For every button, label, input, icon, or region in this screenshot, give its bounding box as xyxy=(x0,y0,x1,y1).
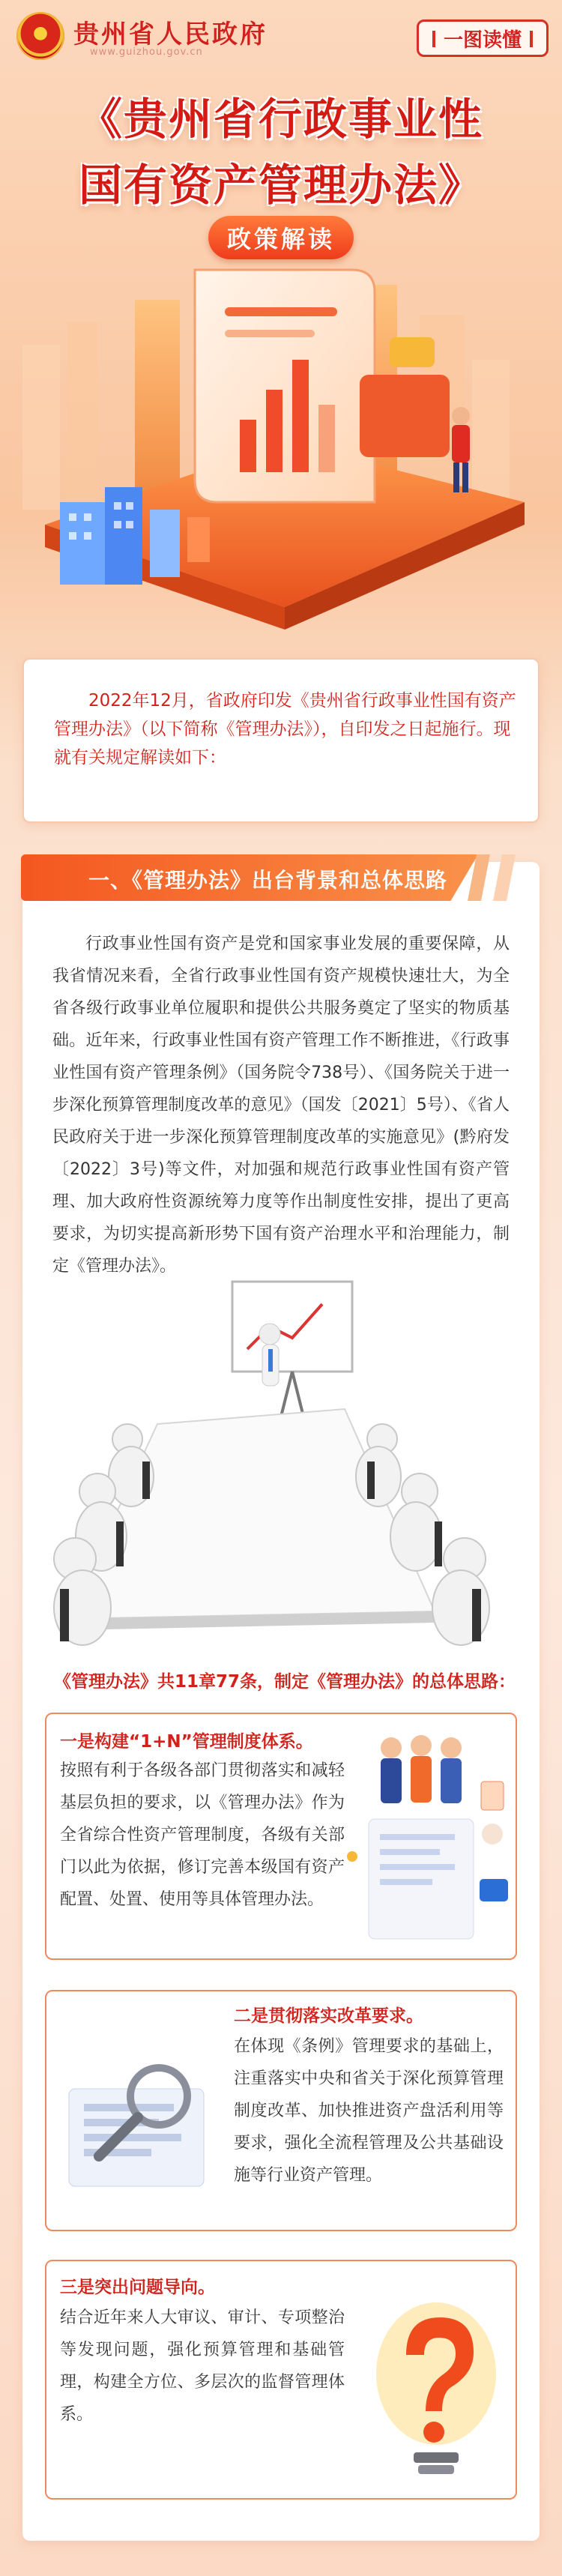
site-url[interactable]: www.guizhou.gov.cn xyxy=(90,46,203,58)
section-heading: 一、《管理办法》出台背景和总体思路 xyxy=(88,868,448,893)
intro-text: 2022年12月，省政府印发《贵州省行政事业性国有资产管理办法》（以下简称《管理办法》），自印发之日起施行。现就有关规定解读如下： xyxy=(54,691,516,767)
principle-card-3 xyxy=(45,2260,517,2500)
principle-title: 二是贯彻落实改革要求。 xyxy=(234,2006,423,2026)
hero-illustration xyxy=(0,255,562,645)
principle-text: 按照有利于各级各部门贯彻落实和减轻基层负担的要求，以《管理办法》作为全省综合性资产管理制度，各级有关部门以此为依据，修订完善本级国有资产配置、处置、使用等具体管理办法。 xyxy=(60,1761,345,1909)
document-magnifier-illustration xyxy=(54,2044,226,2224)
page-title-line-1: 《贵州省行政事业性 xyxy=(78,94,483,145)
meeting-illustration xyxy=(45,1267,517,1649)
policy-interpretation-tag: 政策解读 xyxy=(208,216,354,259)
principle-text: 结合近年来人大审议、审计、专项整治等发现问题，强化预算管理和基础管理，构建全方位、多层次的监督管理体系。 xyxy=(60,2308,345,2424)
principle-title: 三是突出问题导向。 xyxy=(60,2278,215,2297)
principle-card-1 xyxy=(45,1713,517,1960)
infographic-badge: 一图读懂 xyxy=(417,19,549,57)
section-heading-banner xyxy=(21,854,541,901)
site-name[interactable]: 贵州省人民政府 xyxy=(73,19,268,49)
page-title-line-2: 国有资产管理办法》 xyxy=(78,160,483,211)
intro-card xyxy=(22,658,540,823)
business-people-illustration xyxy=(346,1729,511,1946)
national-emblem-icon xyxy=(16,12,64,60)
site-header xyxy=(0,0,562,82)
question-mark-bulb-icon xyxy=(361,2284,511,2494)
principle-title: 一是构建“1+N”管理制度体系。 xyxy=(60,1732,313,1752)
section-body-text: 行政事业性国有资产是党和国家事业发展的重要保障，从我省情况来看，全省行政事业性国有资产规模快速壮大，为全省各级行政事业单位履职和提供公共服务奠定了坚实的物质基础。近年来，行政事业性国有资产管理工作不断推进，《行政事业性国有资产管理条例》（国务院令738号）、《国务院关于进一步深化预算管理制度改革的意见》（国发〔2021〕5号）、《省人民政府关于进一步深化预算管理制度改革的实施意见》(黔府发〔2022〕3号)等文件，对加强和规范行政事业性国有资产管理、加大政府性资源统筹力度等作出制度性安排，提出了更高要求，为切实提高新形势下国有资产治理水平和治理能力，制定《管理办法》。 xyxy=(52,935,510,1276)
principle-card-2 xyxy=(45,1990,517,2231)
principle-text: 在体现《条例》管理要求的基础上，注重落实中央和省关于深化预算管理制度改革、加快推进资产盘活利用等要求，强化全流程管理及公共基础设施等行业资产管理。 xyxy=(234,2037,504,2185)
summary-heading: 《管理办法》共11章77条，制定《管理办法》的总体思路： xyxy=(54,1672,516,1692)
banner-stripe xyxy=(493,854,516,901)
